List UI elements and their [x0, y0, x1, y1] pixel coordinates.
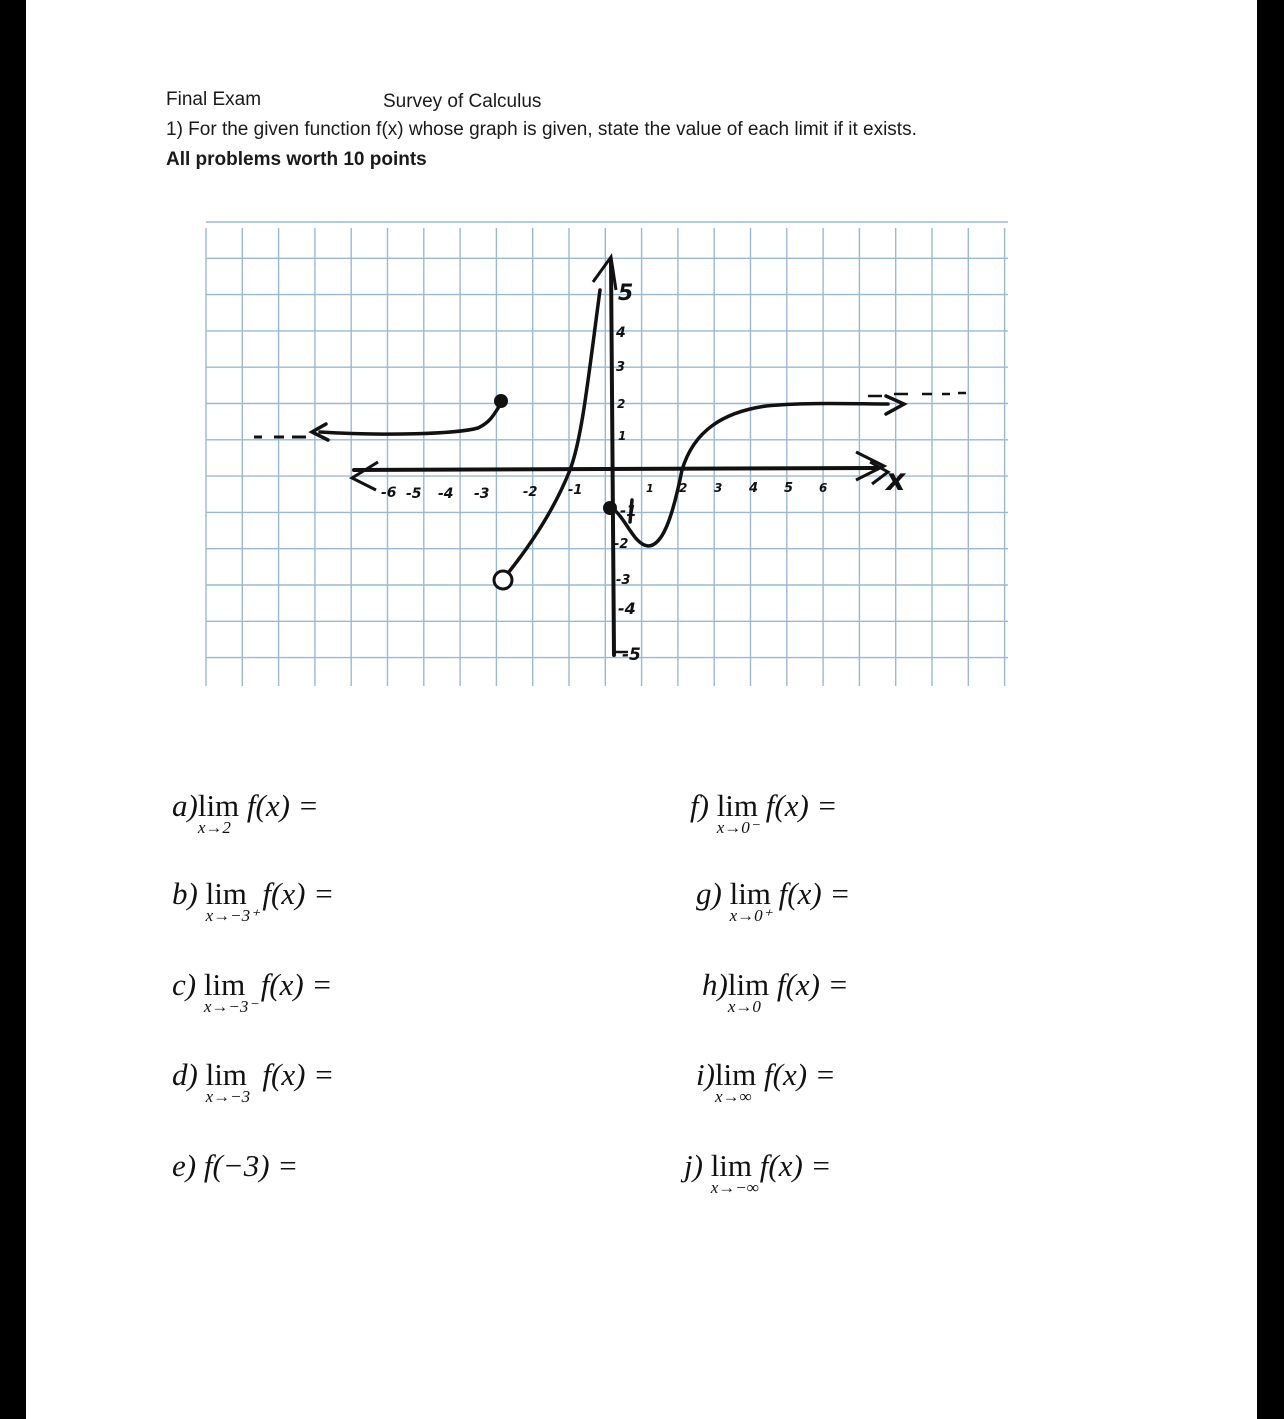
y-tick-neg3: -3	[616, 573, 631, 588]
lim-j-subscript: x→−∞	[710, 1178, 759, 1197]
question-c	[172, 967, 333, 1016]
lim-c: lim	[203, 967, 246, 1002]
lim-g-subscript: x→0⁺	[729, 906, 772, 925]
question-b	[172, 876, 335, 925]
question-a-expression: f(x) =	[246, 788, 319, 823]
x-tick-6: 6	[819, 481, 828, 495]
lim-b: lim	[205, 876, 247, 911]
question-i-label: i)	[696, 1057, 715, 1092]
question-d-label: d)	[172, 1057, 198, 1092]
question-e	[172, 1148, 298, 1184]
question-c-expression: f(x) =	[260, 967, 333, 1002]
question-h-label: h)	[702, 967, 728, 1002]
y-tick-2: 2	[617, 397, 626, 411]
lim-i-subscript: x→∞	[714, 1087, 752, 1106]
small-vertical-mark	[630, 500, 632, 522]
lim-b-subscript: x→−3⁺	[205, 906, 260, 925]
x-tick-neg5: -5	[406, 486, 422, 502]
y-tick-neg5: -5	[622, 645, 641, 665]
y-tick-neg1: -1	[620, 502, 637, 520]
question-f	[690, 788, 838, 837]
question-j	[684, 1148, 832, 1197]
question-g-label: g)	[696, 876, 722, 911]
lim-f-subscript: x→0⁻	[716, 818, 759, 837]
instructions: 1) For the given function f(x) whose graph is given, state the value of each limit if it exists.	[166, 119, 917, 140]
x-tick-1: 1	[646, 482, 654, 495]
question-a	[172, 788, 319, 837]
open-dot-left	[494, 571, 512, 589]
question-g-expression: f(x) =	[778, 876, 851, 911]
question-j-expression: f(x) =	[759, 1148, 832, 1183]
question-e-expression: f(−3) =	[203, 1148, 299, 1183]
lim-d-subscript: x→−3	[205, 1087, 251, 1106]
lim-g: lim	[729, 876, 771, 911]
x-tick-5: 5	[784, 481, 794, 496]
function-graph	[26, 0, 1257, 720]
x-tick-neg4: -4	[438, 486, 454, 502]
x-tick-neg3: -3	[474, 486, 490, 502]
course-name: Survey of Calculus	[383, 91, 542, 112]
question-i-expression: f(x) =	[764, 1057, 836, 1092]
question-i	[696, 1057, 836, 1106]
question-f-expression: f(x) =	[765, 788, 838, 823]
axes	[354, 262, 876, 655]
x-tick-neg6: -6	[381, 485, 397, 501]
x-tick-4: 4	[749, 481, 759, 496]
question-b-expression: f(x) =	[262, 876, 335, 911]
question-h-expression: f(x) =	[776, 967, 849, 1002]
left-branch-curve	[320, 402, 502, 434]
question-g	[696, 876, 851, 925]
lim-h-subscript: x→0	[727, 997, 761, 1016]
exam-page	[26, 0, 1257, 1419]
grid-paper	[206, 222, 1008, 686]
lim-h: lim	[727, 967, 770, 1002]
closed-dot-at-zero	[603, 501, 617, 515]
question-c-label: c)	[172, 967, 197, 1002]
x-tick-2: 2	[679, 481, 688, 495]
question-b-label: b)	[172, 876, 198, 911]
x-tick-neg1: -1	[568, 483, 583, 498]
y-tick-3: 3	[616, 360, 626, 375]
lim-a-subscript: x→2	[197, 818, 231, 837]
y-tick-neg2: -2	[614, 537, 629, 552]
x-axis-name: x	[886, 463, 906, 498]
closed-dot-left	[494, 394, 508, 408]
question-e-label: e)	[172, 1148, 197, 1183]
right-asymptote-dashes	[868, 393, 966, 396]
lim-i: lim	[714, 1057, 757, 1092]
x-tick-3: 3	[714, 481, 723, 495]
y-tick-4: 4	[616, 325, 626, 341]
middle-branch-curve	[504, 290, 600, 578]
exam-title: Final Exam	[166, 89, 262, 110]
question-h	[702, 967, 849, 1016]
question-a-label: a)	[172, 788, 198, 823]
x-tick-neg2: -2	[523, 485, 538, 500]
lim-a: lim	[197, 788, 240, 823]
y-tick-neg4: -4	[618, 599, 636, 618]
y-tick-5: 5	[618, 281, 634, 306]
question-d-expression: f(x) =	[262, 1057, 335, 1092]
x-axis-line	[354, 468, 876, 470]
y-tick-1: 1	[618, 429, 627, 443]
question-d	[172, 1057, 335, 1106]
points-note: All problems worth 10 points	[166, 149, 427, 170]
lim-d: lim	[205, 1057, 247, 1092]
y-axis-line	[611, 262, 614, 655]
question-j-label: j)	[684, 1148, 703, 1183]
lim-c-subscript: x→−3⁻	[203, 997, 258, 1016]
lim-j: lim	[710, 1148, 753, 1183]
lim-f: lim	[716, 788, 759, 823]
question-f-label: f)	[690, 788, 709, 823]
